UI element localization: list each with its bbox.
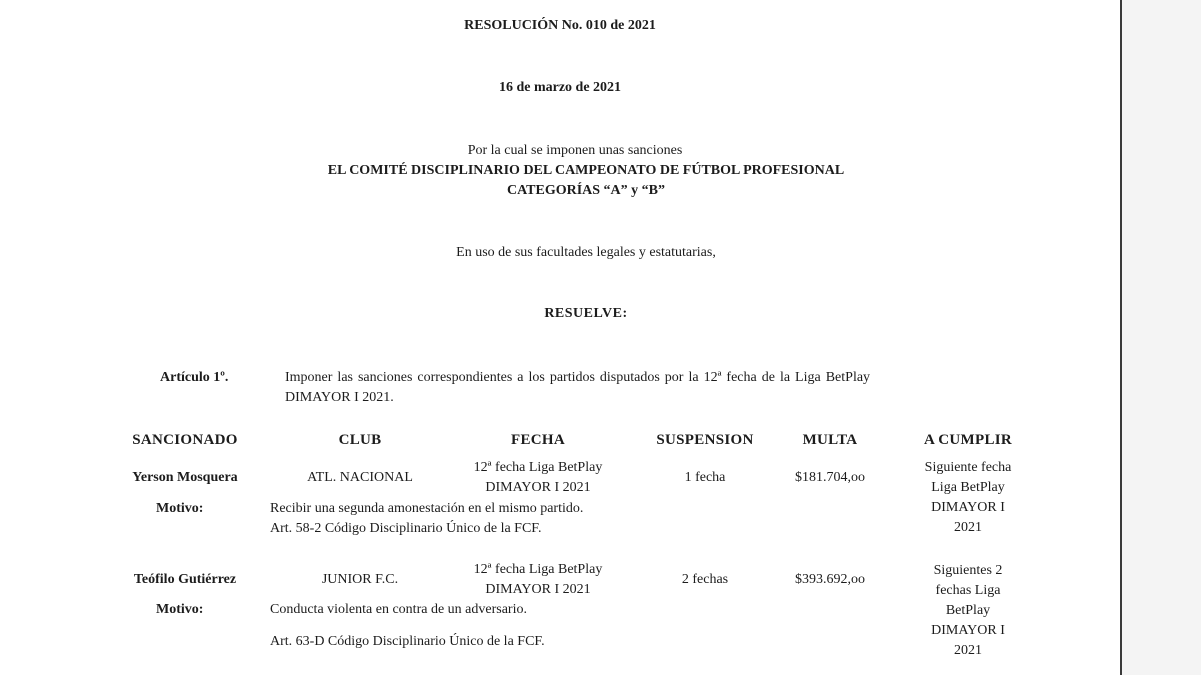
motive-article: Art. 63-D Código Disciplinario Único de la FCF.	[270, 634, 545, 649]
motive-label: Motivo:	[156, 501, 204, 516]
legal-authority: En uso de sus facultades legales y estatutarias,	[456, 245, 716, 260]
committee-categories: CATEGORÍAS “A” y “B”	[506, 183, 666, 198]
match-date: 12ª fecha Liga BetPlay DIMAYOR I 2021	[473, 562, 603, 597]
match-date: 12ª fecha Liga BetPlay DIMAYOR I 2021	[473, 460, 603, 495]
motive-text: Recibir una segunda amonestación en el mismo partido.	[270, 501, 584, 516]
header-to-serve: A CUMPLIR	[923, 432, 1013, 448]
to-serve-value: Siguiente fecha Liga BetPlay DIMAYOR I 2021	[924, 460, 1012, 535]
header-date: FECHA	[511, 432, 565, 448]
motive-label: Motivo:	[156, 602, 204, 617]
fine-value: $393.692,oo	[795, 572, 865, 587]
sanctioned-name: Yerson Mosquera	[132, 470, 238, 485]
resolution-date: 16 de marzo de 2021	[498, 80, 622, 95]
article-text-line1: Imponer las sanciones correspondientes a los partidos disputados por la 12ª fecha de la Liga BetPlay	[285, 370, 871, 385]
resolution-purpose: Por la cual se imponen unas sanciones	[467, 143, 683, 158]
header-club: CLUB	[338, 432, 382, 448]
club-name: ATL. NACIONAL	[307, 470, 413, 485]
header-fine: MULTA	[802, 432, 858, 448]
header-sanctioned: SANCIONADO	[132, 432, 238, 448]
article-text-line2: DIMAYOR I 2021.	[285, 390, 394, 405]
motive-article: Art. 58-2 Código Disciplinario Único de la FCF.	[270, 521, 542, 536]
resolves-heading: RESUELVE:	[544, 306, 628, 321]
suspension-value: 2 fechas	[681, 572, 729, 587]
motive-text: Conducta violenta en contra de un adversario.	[270, 602, 527, 617]
article-label: Artículo 1º.	[160, 370, 229, 385]
fine-value: $181.704,oo	[795, 470, 865, 485]
to-serve-value: Siguientes 2 fechas Liga BetPlay DIMAYOR I 2021	[931, 563, 1005, 658]
club-name: JUNIOR F.C.	[321, 572, 399, 587]
resolution-title: RESOLUCIÓN No. 010 de 2021	[464, 18, 656, 33]
header-suspension: SUSPENSION	[656, 432, 754, 448]
suspension-value: 1 fecha	[684, 470, 726, 485]
committee-name: EL COMITÉ DISCIPLINARIO DEL CAMPEONATO DE FÚTBOL PROFESIONAL	[327, 163, 845, 178]
sanctioned-name: Teófilo Gutiérrez	[133, 572, 237, 587]
